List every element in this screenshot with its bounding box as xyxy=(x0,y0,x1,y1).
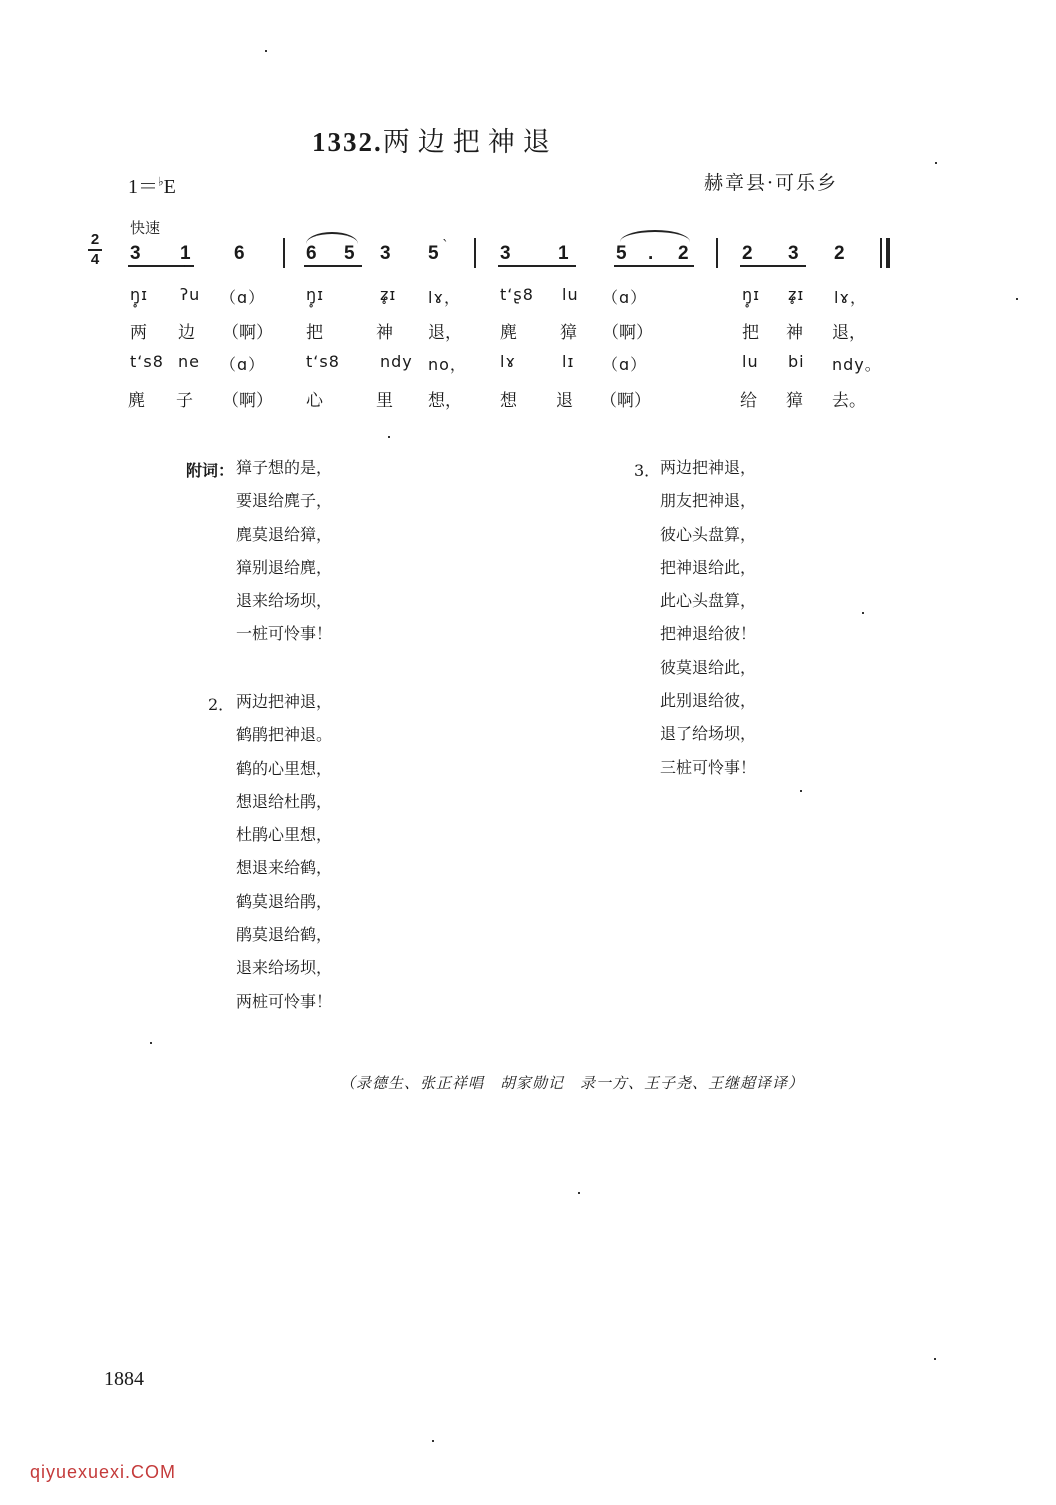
speck xyxy=(800,790,802,792)
verse-3-number: 3． xyxy=(634,461,661,480)
note: 3 xyxy=(380,243,391,264)
beam xyxy=(498,265,576,267)
region-label: 赫章县·可乐乡 xyxy=(704,172,839,194)
speck xyxy=(265,50,267,52)
note: 3 xyxy=(788,243,799,264)
page-number: 1884 xyxy=(104,1368,144,1390)
note: 2 xyxy=(742,243,753,264)
note: 2 xyxy=(678,243,689,264)
appendix-label: 附词： xyxy=(186,461,235,480)
note: 5 xyxy=(428,243,439,264)
watermark: qiyuexuexi.COM xyxy=(30,1462,177,1482)
verse-1: 獐子想的是， 要退给麂子， 麂莫退给獐， 獐别退给麂， 退来给场坝， 一桩可怜事！ xyxy=(236,458,333,644)
octave-dot: · xyxy=(183,262,186,272)
speck xyxy=(934,1358,936,1360)
note: 1 xyxy=(558,243,569,264)
speck xyxy=(862,612,864,614)
bar-line xyxy=(283,238,285,268)
beam xyxy=(304,265,362,267)
speck xyxy=(432,1440,434,1442)
beam xyxy=(614,265,694,267)
credits: （录德生、张正祥唱 胡家勋记 录一方、王子尧、王继超译译） xyxy=(340,1074,805,1092)
key-signature: 1＝♭E xyxy=(128,174,176,198)
note: 1 xyxy=(180,243,191,264)
slur xyxy=(306,232,358,244)
note: 5 xyxy=(344,243,355,264)
note: 5 xyxy=(616,243,627,264)
song-title: 1332.两边把神退 xyxy=(312,127,558,158)
speck xyxy=(1016,298,1018,300)
verse-2: 两边把神退， 鹤鹃把神退。 鹤的心里想， 想退给杜鹃， 杜鹃心里想， 想退来给鹤， 鹤莫退给鹃， 鹃莫退给鹤， 退来给场坝， 两桩可怜事！ xyxy=(236,692,333,1011)
note: 6 xyxy=(306,243,317,264)
verse-2-number: 2． xyxy=(208,695,235,714)
note: 6 xyxy=(234,243,245,264)
bar-line xyxy=(716,238,718,268)
speck xyxy=(578,1192,580,1194)
note: 3 xyxy=(130,243,141,264)
beam xyxy=(740,265,806,267)
speck xyxy=(388,436,390,438)
slur xyxy=(620,230,690,242)
breath-mark: ˋ xyxy=(442,238,449,254)
time-signature: 2 4 xyxy=(88,232,102,268)
speck xyxy=(935,162,937,164)
note: 3 xyxy=(500,243,511,264)
end-bar-line xyxy=(880,238,882,268)
bar-line xyxy=(474,238,476,268)
verse-3: 两边把神退， 朋友把神退， 彼心头盘算， 把神退给此， 此心头盘算， 把神退给彼！ 彼莫退给此， 此别退给彼， 退了给场坝， 三桩可怜事！ xyxy=(660,458,757,777)
note: 2 xyxy=(834,243,845,264)
end-bar-thick xyxy=(886,238,890,268)
flat-sign: ♭ xyxy=(158,174,164,189)
dot-mark: . xyxy=(648,243,654,264)
speck xyxy=(150,1042,152,1044)
tempo-marking: 快速 xyxy=(130,219,161,237)
